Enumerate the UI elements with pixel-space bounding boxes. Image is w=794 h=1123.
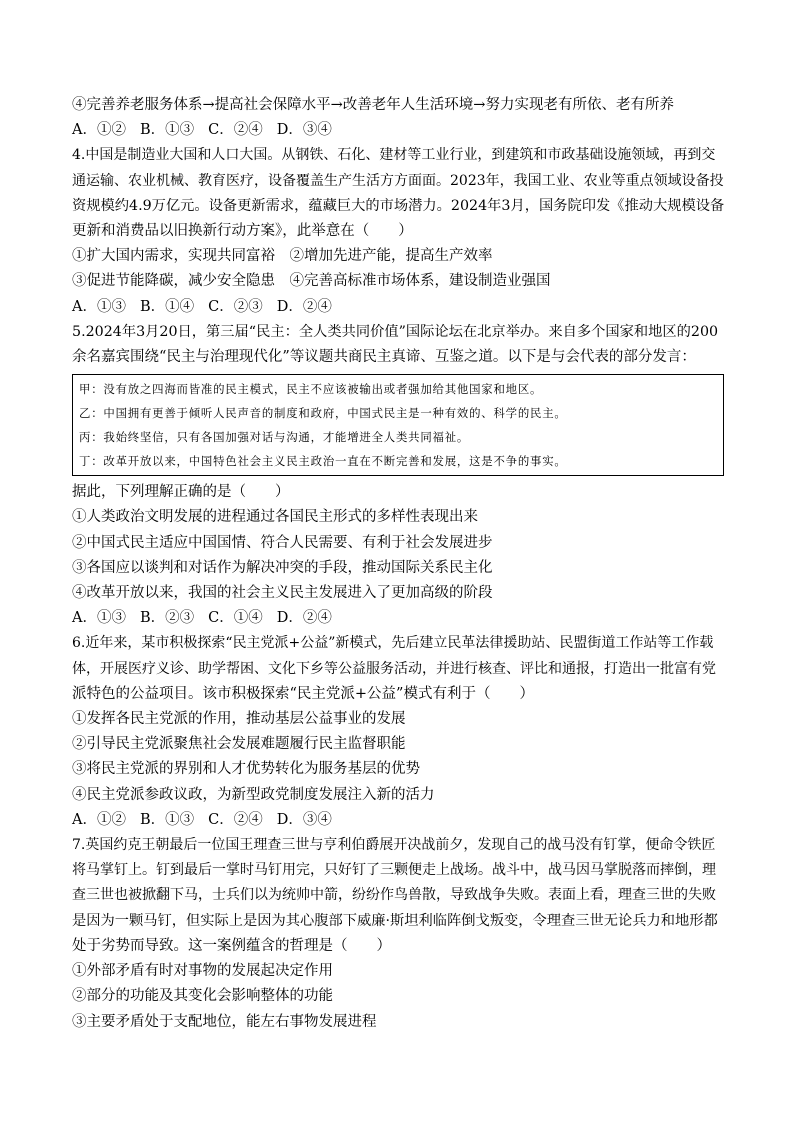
- q5-quote-bing: 丙：我始终坚信，只有各国加强对话与沟通，才能增进全人类共同福祉。: [79, 430, 470, 445]
- q5-choice-4: ④改革开放以来，我国的社会主义民主发展进入了更加高级的阶段: [72, 585, 493, 602]
- q6-stem-line-2: 体，开展医疗义诊、助学帮困、文化下乡等公益服务活动，并进行核查、评比和通报，打造出一批富有党: [72, 660, 716, 677]
- q6-choice-4: ④民主党派参政议政，为新型政党制度发展注入新的活力: [72, 786, 435, 803]
- q6-choice-2: ②引导民主党派聚焦社会发展难题履行民主监督职能: [72, 736, 406, 753]
- q4-option-a: A．①③: [72, 298, 126, 315]
- q5-quote-box: [72, 374, 724, 476]
- q7-choice-1: ①外部矛盾有时对事物的发展起决定作用: [72, 963, 333, 980]
- q5-choice-2: ②中国式民主适应中国国情、符合人民需要、有利于社会发展进步: [72, 534, 493, 551]
- q4-option-b: B．①④: [139, 298, 195, 315]
- q5-stem-line-2: 余名嘉宾围绕“民主与治理现代化”等议题共商民主真谛、互鉴之道。以下是与会代表的部分发言：: [72, 349, 696, 366]
- q6-choice-3: ③将民主党派的界别和人才优势转化为服务基层的优势: [72, 761, 420, 778]
- q7-stem-line-5: 处于劣势而导致。这一案例蕴含的哲理是（ ）: [72, 937, 391, 954]
- q4-stem-line-1: 4.中国是制造业大国和人口大国。从钢铁、石化、建材等工业行业，到建筑和市政基础设施领域，再到交: [72, 147, 716, 164]
- q5-stem-line-1: 5.2024年3月20日，第三届“民主：全人类共同价值”国际论坛在北京举办。来自多个国家和地区的200: [72, 323, 719, 340]
- q5-quote-ding: 丁：改革开放以来，中国特色社会主义民主政治一直在不断完善和发展，这是不争的事实。: [79, 454, 567, 469]
- q5-option-d: D．②④: [276, 610, 332, 627]
- q5-choice-1: ①人类政治文明发展的进程通过各国民主形式的多样性表现出来: [72, 509, 478, 526]
- q3-choice-4: ④完善养老服务体系→提高社会保障水平→改善老年人生活环境→努力实现老有所依、老有所养: [72, 97, 674, 113]
- q4-options: [72, 295, 724, 320]
- q6-option-c: C．②④: [208, 811, 263, 828]
- q5-choice-3: ③各国应以谈判和对话作为解决冲突的手段，推动国际关系民主化: [72, 559, 493, 576]
- q6-option-a: A．①②: [72, 811, 126, 828]
- q3-option-d: D．③④: [276, 122, 332, 139]
- q6-option-d: D．③④: [276, 811, 332, 828]
- q5-option-b: B．②③: [139, 610, 195, 627]
- q7-stem-line-1: 7.英国约克王朝最后一位国王理查三世与亨利伯爵展开决战前夕，发现自己的战马没有钉掌，便命令铁匠: [72, 837, 716, 854]
- q3-options: [72, 118, 724, 143]
- q3-option-b: B．①③: [139, 122, 195, 139]
- q3-option-a: A．①②: [72, 122, 126, 139]
- q5-quote-yi: 乙：中国拥有更善于倾听人民声音的制度和政府，中国式民主是一种有效的、科学的民主。: [79, 406, 567, 421]
- q7-choice-3: ③主要矛盾处于支配地位，能左右事物发展进程: [72, 1013, 377, 1030]
- q5-question: 据此，下列理解正确的是（ ）: [72, 484, 290, 501]
- q5-option-a: A．①③: [72, 610, 126, 627]
- q5-options: [72, 606, 724, 631]
- q4-stem-line-2: 通运输、农业机械、教育医疗，设备覆盖生产生活方方面面。2023年，我国工业、农业等重点领域设备投: [72, 172, 724, 189]
- q7-stem-line-3: 查三世也被掀翻下马，士兵们以为统帅中箭，纷纷作鸟兽散，导致战争失败。表面上看，理查三世的失败: [72, 887, 716, 904]
- q4-choice-row-2: ③促进节能降碳，减少安全隐患 ④完善高标准市场体系，建设制造业强国: [72, 273, 551, 290]
- q7-stem-line-4: 是因为一颗马钉，但实际上是因为其心腹部下威廉·斯坦利临阵倒戈叛变，令理查三世无论兵力和地形都: [72, 912, 718, 929]
- q5-quote-jia: 甲：没有放之四海而皆准的民主模式，民主不应该被输出或者强加给其他国家和地区。: [79, 382, 543, 397]
- q3-option-c: C．②④: [208, 122, 263, 139]
- q6-choice-1: ①发挥各民主党派的作用，推动基层公益事业的发展: [72, 711, 406, 728]
- q7-choice-2: ②部分的功能及其变化会影响整体的功能: [72, 988, 333, 1005]
- q6-stem-line-3: 派特色的公益项目。该市积极探索“民主党派+公益”模式有利于（ ）: [72, 685, 534, 702]
- q4-option-c: C．②③: [208, 298, 263, 315]
- q6-stem-line-1: 6.近年来，某市积极探索“民主党派+公益”新模式，先后建立民革法律援助站、民盟街道工作站等工作载: [72, 635, 714, 652]
- q4-option-d: D．②④: [276, 298, 332, 315]
- q4-choice-row-1: ①扩大国内需求，实现共同富裕 ②增加先进产能，提高生产效率: [72, 248, 493, 265]
- q6-option-b: B．①③: [139, 811, 195, 828]
- exam-page: [72, 93, 724, 1035]
- q5-option-c: C．①④: [208, 610, 263, 627]
- q7-stem-line-2: 将马掌钉上。钉到最后一掌时马钉用完，只好钉了三颗便走上战场。战斗中，战马因马掌脱落而摔倒，理: [72, 862, 716, 879]
- q4-stem-line-4: 更新和消费品以旧换新行动方案》，此举意在（ ）: [72, 223, 413, 240]
- q4-stem-line-3: 资规模约4.9万亿元。设备更新需求，蕴藏巨大的市场潜力。2024年3月，国务院印发《推动大规模设备: [72, 197, 725, 214]
- q6-options: [72, 808, 724, 833]
